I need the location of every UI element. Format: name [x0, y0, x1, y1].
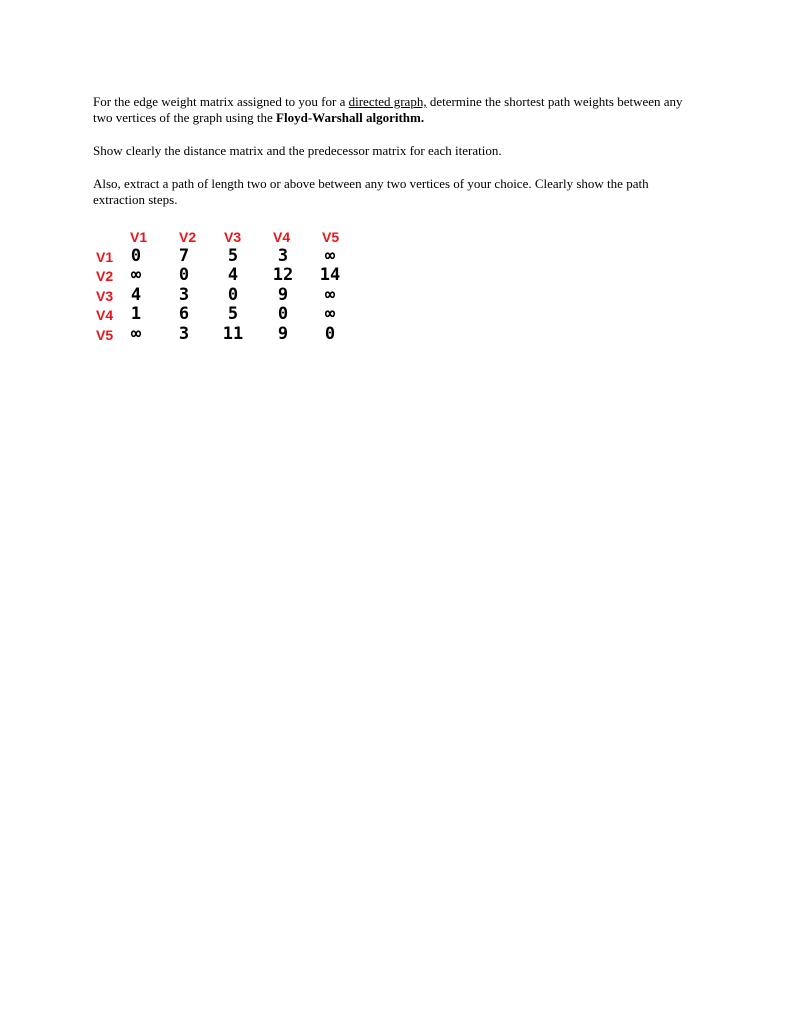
matrix-cell: 0 — [130, 246, 142, 266]
matrix-cell: 0 — [324, 324, 336, 344]
matrix-cell: ∞ — [130, 265, 142, 285]
matrix-row-header: V1 — [96, 249, 114, 265]
matrix-cell: 0 — [178, 265, 190, 285]
matrix-cell: ∞ — [324, 246, 336, 266]
p1-text-start: For the edge weight matrix assigned to you for a — [93, 94, 349, 109]
matrix-cell: 3 — [178, 285, 190, 305]
matrix-cell: 5 — [227, 304, 239, 324]
matrix-cell: 3 — [178, 324, 190, 344]
matrix-row-header: V2 — [96, 268, 114, 284]
matrix-cell: 12 — [272, 265, 294, 285]
matrix-cell: 0 — [227, 285, 239, 305]
matrix-cell: 9 — [277, 324, 289, 344]
matrix-cell: 11 — [222, 324, 244, 344]
matrix-cell: 3 — [277, 246, 289, 266]
matrix-cell: 4 — [227, 265, 239, 285]
matrix-cell: 9 — [277, 285, 289, 305]
matrix-cell: 1 — [130, 304, 142, 324]
matrix-cell: ∞ — [324, 304, 336, 324]
matrix-cell: 0 — [277, 304, 289, 324]
matrix-col-header: V3 — [224, 229, 242, 245]
matrix-cell: 7 — [178, 246, 190, 266]
matrix-col-header: V5 — [322, 229, 340, 245]
matrix-cell: ∞ — [324, 285, 336, 305]
matrix-cell: 4 — [130, 285, 142, 305]
p1-bold-text: Floyd-Warshall algorithm. — [276, 110, 425, 125]
matrix-row-header: V4 — [96, 307, 114, 323]
matrix-col-header: V1 — [130, 229, 148, 245]
matrix-col-header: V2 — [179, 229, 197, 245]
matrix-cell: ∞ — [130, 324, 142, 344]
edge-weight-matrix — [93, 226, 363, 351]
matrix-cell: 14 — [319, 265, 341, 285]
matrix-cell: 5 — [227, 246, 239, 266]
instruction-paragraph-1 — [93, 94, 693, 126]
matrix-cell: 6 — [178, 304, 190, 324]
matrix-col-header: V4 — [273, 229, 291, 245]
p1-underlined-text: directed graph, — [348, 94, 427, 109]
p1-text-middle: determine the shortest path weights between any two vertices of the graph using the — [93, 94, 683, 125]
matrix-row-header: V5 — [96, 327, 114, 343]
instruction-paragraph-2: Show clearly the distance matrix and the predecessor matrix for each iteration. — [93, 143, 502, 158]
instruction-paragraph-3: Also, extract a path of length two or above between any two vertices of your choice. Clearly show the path extraction steps. — [93, 176, 649, 207]
matrix-row-header: V3 — [96, 288, 114, 304]
